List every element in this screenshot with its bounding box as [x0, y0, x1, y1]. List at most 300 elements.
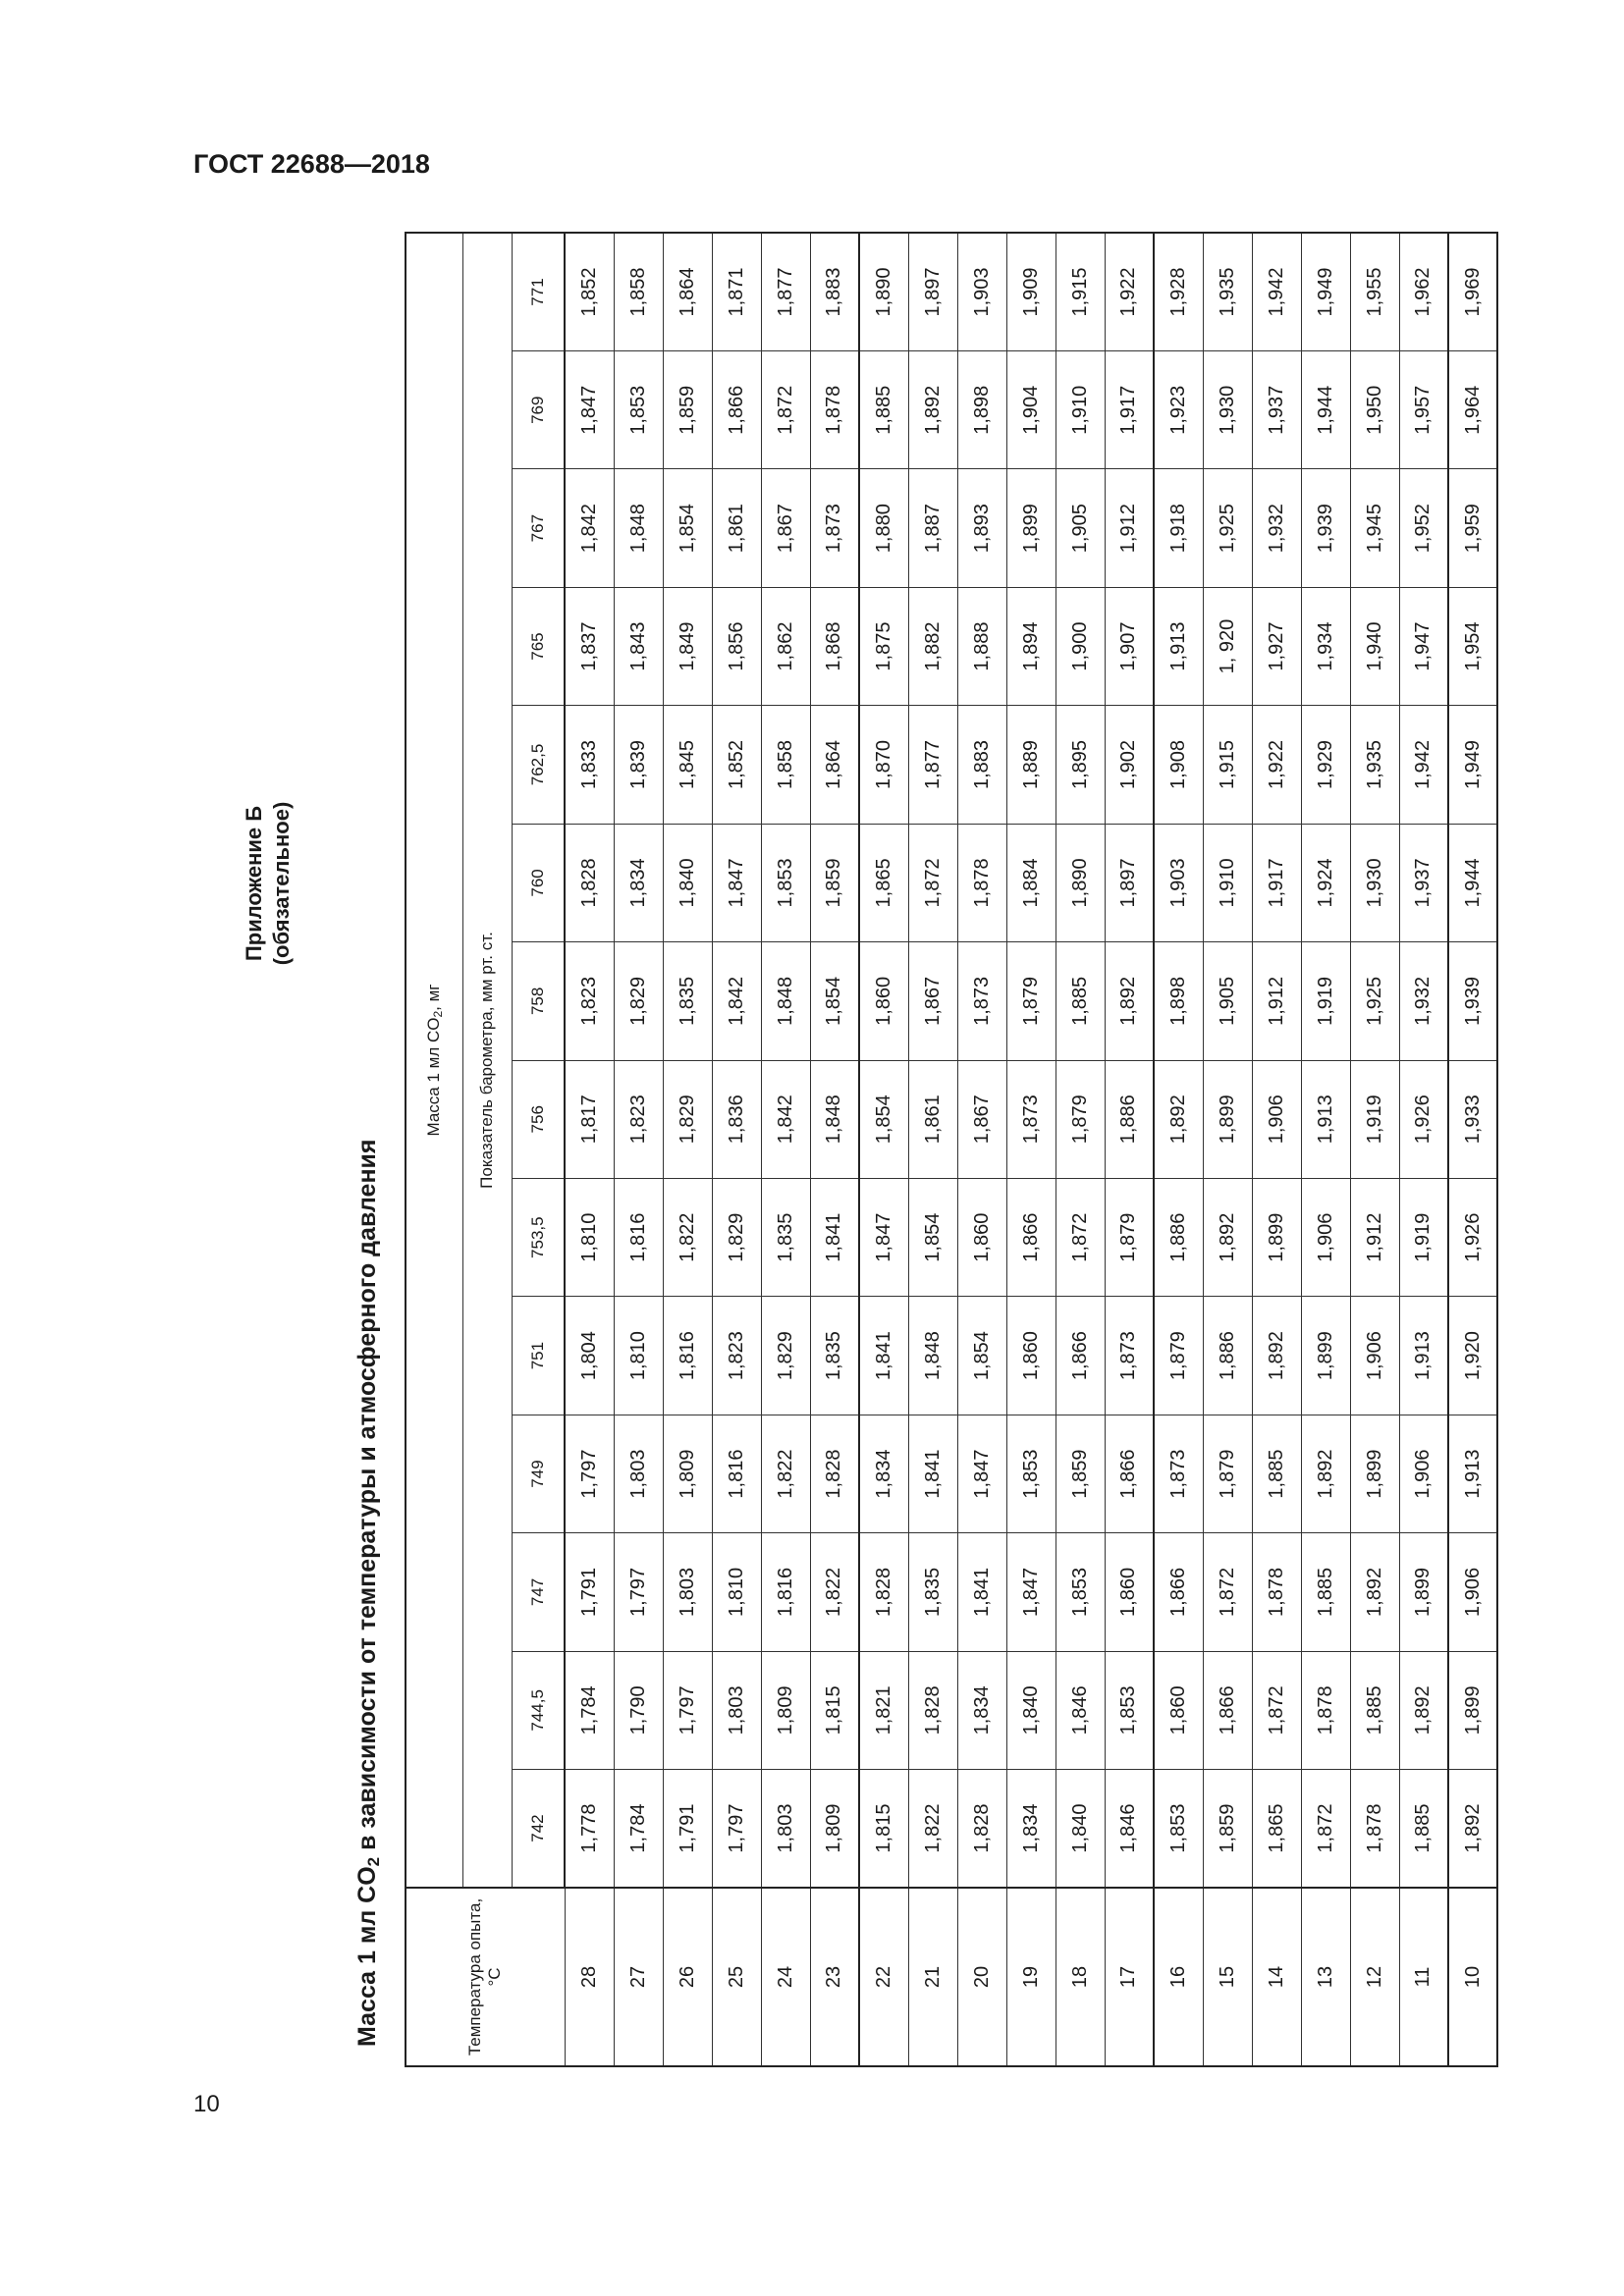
mass-value-cell: 1,935 — [1203, 233, 1252, 351]
table-title — [353, 329, 384, 2047]
mass-value-cell: 1,842 — [761, 1060, 810, 1178]
mass-value-cell: 1,859 — [810, 824, 859, 941]
mass-value-cell: 1,954 — [1448, 587, 1497, 705]
mass-value-cell: 1,853 — [761, 824, 810, 941]
pressure-value-header: 771 — [512, 233, 565, 351]
mass-value-cell: 1,885 — [1350, 1651, 1399, 1769]
mass-value-cell: 1,873 — [810, 469, 859, 587]
mass-value-cell: 1,803 — [663, 1533, 712, 1651]
mass-value-cell: 1,862 — [761, 587, 810, 705]
header-row-pressure-values — [512, 233, 565, 2066]
mass-value-cell: 1,920 — [1448, 1297, 1497, 1415]
mass-value-cell: 1,933 — [1448, 1060, 1497, 1178]
mass-value-cell: 1,821 — [859, 1651, 908, 1769]
pressure-value-header: 765 — [512, 587, 565, 705]
pressure-value-header: 747 — [512, 1533, 565, 1651]
mass-value-cell: 1,885 — [1399, 1770, 1448, 1888]
mass-value-cell: 1,899 — [1399, 1533, 1448, 1651]
mass-value-cell: 1,834 — [614, 824, 663, 941]
table-row — [1006, 233, 1056, 2066]
mass-value-cell: 1,810 — [565, 1178, 614, 1296]
mass-value-cell: 1,841 — [810, 1178, 859, 1296]
mass-value-cell: 1,822 — [810, 1533, 859, 1651]
mass-value-cell: 1,892 — [1448, 1770, 1497, 1888]
mass-value-cell: 1,833 — [565, 706, 614, 824]
mass-value-cell: 1,866 — [1154, 1533, 1203, 1651]
pressure-value-header: 744,5 — [512, 1651, 565, 1769]
page-number: 10 — [193, 2091, 220, 2117]
mass-value-cell: 1,928 — [1154, 233, 1203, 351]
mass-value-cell: 1,865 — [859, 824, 908, 941]
mass-value-cell: 1,875 — [859, 587, 908, 705]
mass-value-cell: 1,847 — [957, 1415, 1006, 1532]
mass-value-cell: 1,860 — [1105, 1533, 1154, 1651]
mass-value-cell: 1,867 — [957, 1060, 1006, 1178]
pressure-value-header: 749 — [512, 1415, 565, 1532]
mass-value-cell: 1,952 — [1399, 469, 1448, 587]
mass-value-cell: 1,834 — [1006, 1770, 1056, 1888]
appendix-heading — [241, 609, 296, 1158]
pressure-value-header: 758 — [512, 942, 565, 1060]
mass-value-cell: 1,784 — [565, 1651, 614, 1769]
mass-value-cell: 1,886 — [1105, 1060, 1154, 1178]
mass-value-cell: 1,828 — [957, 1770, 1006, 1888]
mass-value-cell: 1,899 — [1448, 1651, 1497, 1769]
mass-value-cell: 1,829 — [663, 1060, 712, 1178]
mass-value-cell: 1,859 — [663, 351, 712, 469]
mass-value-cell: 1,823 — [614, 1060, 663, 1178]
pressure-value-header: 767 — [512, 469, 565, 587]
mass-value-cell: 1,886 — [1154, 1178, 1203, 1296]
mass-value-cell: 1,908 — [1154, 706, 1203, 824]
mass-value-cell: 1,892 — [1203, 1178, 1252, 1296]
mass-value-cell: 1,915 — [1056, 233, 1105, 351]
mass-value-cell: 1,872 — [1056, 1178, 1105, 1296]
mass-value-cell: 1,823 — [565, 942, 614, 1060]
temperature-cell: 14 — [1252, 1888, 1301, 2066]
mass-value-cell: 1,834 — [859, 1415, 908, 1532]
mass-value-cell: 1,918 — [1154, 469, 1203, 587]
temperature-cell: 13 — [1301, 1888, 1350, 2066]
mass-value-cell: 1,835 — [810, 1297, 859, 1415]
mass-value-cell: 1,828 — [859, 1533, 908, 1651]
mass-value-cell: 1,913 — [1448, 1415, 1497, 1532]
mass-value-cell: 1,847 — [859, 1178, 908, 1296]
mass-value-cell: 1,853 — [1154, 1770, 1203, 1888]
mass-value-cell: 1,848 — [908, 1297, 957, 1415]
mass-value-cell: 1,872 — [1301, 1770, 1350, 1888]
pressure-value-header: 762,5 — [512, 706, 565, 824]
mass-header-subscript: 2 — [430, 1010, 445, 1018]
mass-value-cell: 1,906 — [1448, 1533, 1497, 1651]
mass-value-cell: 1,877 — [908, 706, 957, 824]
mass-value-cell: 1,964 — [1448, 351, 1497, 469]
mass-value-cell: 1,957 — [1399, 351, 1448, 469]
mass-value-cell: 1,913 — [1154, 587, 1203, 705]
table-title-subscript: 2 — [364, 1856, 383, 1867]
mass-value-cell: 1,803 — [712, 1651, 761, 1769]
mass-value-cell: 1,892 — [1154, 1060, 1203, 1178]
mass-value-cell: 1,847 — [565, 351, 614, 469]
table-title-prefix: Масса 1 мл CO — [353, 1866, 381, 2047]
temperature-cell: 24 — [761, 1888, 810, 2066]
mass-value-cell: 1,903 — [1154, 824, 1203, 941]
mass-value-cell: 1,942 — [1399, 706, 1448, 824]
mass-value-cell: 1,883 — [957, 706, 1006, 824]
mass-value-cell: 1,903 — [957, 233, 1006, 351]
mass-value-cell: 1,778 — [565, 1770, 614, 1888]
mass-value-cell: 1,790 — [614, 1651, 663, 1769]
mass-value-cell: 1,845 — [663, 706, 712, 824]
mass-header-suffix: , мг — [423, 984, 443, 1011]
mass-value-cell: 1,934 — [1301, 587, 1350, 705]
temperature-cell: 21 — [908, 1888, 957, 2066]
mass-value-cell: 1,860 — [1154, 1651, 1203, 1769]
mass-value-cell: 1,810 — [712, 1533, 761, 1651]
mass-value-cell: 1,829 — [614, 942, 663, 1060]
mass-value-cell: 1,930 — [1203, 351, 1252, 469]
mass-value-cell: 1,937 — [1399, 824, 1448, 941]
mass-value-cell: 1,885 — [1056, 942, 1105, 1060]
mass-value-cell: 1,899 — [1006, 469, 1056, 587]
pressure-header: Показатель барометра, мм рт. ст. — [462, 233, 512, 1888]
temperature-cell: 20 — [957, 1888, 1006, 2066]
mass-value-cell: 1,853 — [1105, 1651, 1154, 1769]
mass-value-cell: 1,912 — [1105, 469, 1154, 587]
mass-value-cell: 1,803 — [614, 1415, 663, 1532]
table-row — [1154, 233, 1203, 2066]
mass-value-cell: 1,899 — [1252, 1178, 1301, 1296]
mass-value-cell: 1,828 — [908, 1651, 957, 1769]
mass-value-cell: 1,879 — [1203, 1415, 1252, 1532]
pressure-value-header: 753,5 — [512, 1178, 565, 1296]
mass-value-cell: 1,878 — [957, 824, 1006, 941]
mass-value-cell: 1,947 — [1399, 587, 1448, 705]
table-row — [1252, 233, 1301, 2066]
mass-value-cell: 1,906 — [1350, 1297, 1399, 1415]
table-row — [957, 233, 1006, 2066]
mass-value-cell: 1,922 — [1252, 706, 1301, 824]
mass-value-cell: 1,849 — [663, 587, 712, 705]
mass-value-cell: 1,835 — [761, 1178, 810, 1296]
mass-value-cell: 1,922 — [1105, 233, 1154, 351]
mass-value-cell: 1,848 — [810, 1060, 859, 1178]
mass-value-cell: 1,910 — [1203, 824, 1252, 941]
mass-value-cell: 1,864 — [663, 233, 712, 351]
table-container — [405, 232, 1488, 2067]
mass-value-cell: 1,858 — [761, 706, 810, 824]
table-row — [859, 233, 908, 2066]
mass-value-cell: 1,889 — [1006, 706, 1056, 824]
mass-value-cell: 1,859 — [1203, 1770, 1252, 1888]
mass-value-cell: 1,841 — [957, 1533, 1006, 1651]
mass-value-cell: 1,923 — [1154, 351, 1203, 469]
mass-value-cell: 1,847 — [1006, 1533, 1056, 1651]
table-row — [1448, 233, 1497, 2066]
mass-value-cell: 1,935 — [1350, 706, 1399, 824]
mass-value-cell: 1,852 — [565, 233, 614, 351]
mass-value-cell: 1,873 — [1154, 1415, 1203, 1532]
temperature-cell: 19 — [1006, 1888, 1056, 2066]
table-row — [1203, 233, 1252, 2066]
mass-value-cell: 1,944 — [1448, 824, 1497, 941]
mass-value-cell: 1,942 — [1252, 233, 1301, 351]
mass-value-cell: 1,906 — [1301, 1178, 1350, 1296]
mass-value-cell: 1,784 — [614, 1770, 663, 1888]
mass-value-cell: 1,924 — [1301, 824, 1350, 941]
mass-value-cell: 1,871 — [712, 233, 761, 351]
mass-value-cell: 1,892 — [1301, 1415, 1350, 1532]
appendix-status: (обязательное) — [269, 801, 294, 966]
mass-value-cell: 1,854 — [663, 469, 712, 587]
mass-value-cell: 1,894 — [1006, 587, 1056, 705]
mass-value-cell: 1,872 — [908, 824, 957, 941]
mass-value-cell: 1,873 — [957, 942, 1006, 1060]
mass-value-cell: 1,892 — [1105, 942, 1154, 1060]
temperature-cell: 10 — [1448, 1888, 1497, 2066]
mass-value-cell: 1,815 — [859, 1770, 908, 1888]
mass-value-cell: 1,816 — [663, 1297, 712, 1415]
mass-value-cell: 1,929 — [1301, 706, 1350, 824]
temperature-cell: 15 — [1203, 1888, 1252, 2066]
mass-value-cell: 1,890 — [859, 233, 908, 351]
mass-value-cell: 1,828 — [565, 824, 614, 941]
mass-value-cell: 1, 920 — [1203, 587, 1252, 705]
mass-value-cell: 1,878 — [1350, 1770, 1399, 1888]
mass-value-cell: 1,841 — [908, 1415, 957, 1532]
mass-value-cell: 1,905 — [1056, 469, 1105, 587]
mass-value-cell: 1,906 — [1252, 1060, 1301, 1178]
mass-value-cell: 1,854 — [810, 942, 859, 1060]
mass-value-cell: 1,886 — [1203, 1297, 1252, 1415]
mass-value-cell: 1,858 — [614, 233, 663, 351]
mass-value-cell: 1,919 — [1301, 942, 1350, 1060]
mass-value-cell: 1,816 — [712, 1415, 761, 1532]
mass-value-cell: 1,828 — [810, 1415, 859, 1532]
temperature-cell: 12 — [1350, 1888, 1399, 2066]
table-title-suffix: в зависимости от температуры и атмосферного давления — [353, 1139, 381, 1857]
mass-value-cell: 1,872 — [1252, 1651, 1301, 1769]
mass-value-cell: 1,937 — [1252, 351, 1301, 469]
mass-value-cell: 1,866 — [1006, 1178, 1056, 1296]
mass-value-cell: 1,907 — [1105, 587, 1154, 705]
pressure-value-header: 760 — [512, 824, 565, 941]
mass-value-cell: 1,842 — [712, 942, 761, 1060]
mass-value-cell: 1,884 — [1006, 824, 1056, 941]
mass-value-cell: 1,853 — [1056, 1533, 1105, 1651]
mass-header — [406, 233, 462, 1888]
pressure-value-header: 751 — [512, 1297, 565, 1415]
table-body — [565, 233, 1497, 2066]
table-row — [614, 233, 663, 2066]
mass-value-cell: 1,917 — [1252, 824, 1301, 941]
mass-value-cell: 1,915 — [1203, 706, 1252, 824]
mass-value-cell: 1,930 — [1350, 824, 1399, 941]
mass-value-cell: 1,879 — [1006, 942, 1056, 1060]
temperature-cell: 23 — [810, 1888, 859, 2066]
mass-value-cell: 1,888 — [957, 587, 1006, 705]
mass-value-cell: 1,939 — [1301, 469, 1350, 587]
table-row — [1301, 233, 1350, 2066]
mass-value-cell: 1,809 — [810, 1770, 859, 1888]
mass-value-cell: 1,879 — [1154, 1297, 1203, 1415]
mass-value-cell: 1,829 — [761, 1297, 810, 1415]
mass-value-cell: 1,866 — [1056, 1297, 1105, 1415]
mass-value-cell: 1,944 — [1301, 351, 1350, 469]
mass-value-cell: 1,866 — [1105, 1415, 1154, 1532]
mass-value-cell: 1,949 — [1301, 233, 1350, 351]
mass-value-cell: 1,899 — [1301, 1297, 1350, 1415]
mass-value-cell: 1,840 — [1056, 1770, 1105, 1888]
mass-value-cell: 1,867 — [761, 469, 810, 587]
mass-value-cell: 1,816 — [614, 1178, 663, 1296]
mass-value-cell: 1,912 — [1252, 942, 1301, 1060]
mass-value-cell: 1,870 — [859, 706, 908, 824]
mass-value-cell: 1,873 — [1006, 1060, 1056, 1178]
document-code: ГОСТ 22688—2018 — [193, 149, 430, 179]
mass-value-cell: 1,872 — [761, 351, 810, 469]
mass-value-cell: 1,843 — [614, 587, 663, 705]
mass-value-cell: 1,859 — [1056, 1415, 1105, 1532]
mass-value-cell: 1,866 — [712, 351, 761, 469]
mass-value-cell: 1,817 — [565, 1060, 614, 1178]
mass-value-cell: 1,892 — [1399, 1651, 1448, 1769]
temperature-cell: 22 — [859, 1888, 908, 2066]
mass-value-cell: 1,797 — [712, 1770, 761, 1888]
mass-value-cell: 1,864 — [810, 706, 859, 824]
mass-value-cell: 1,854 — [957, 1297, 1006, 1415]
table-row — [761, 233, 810, 2066]
mass-value-cell: 1,879 — [1056, 1060, 1105, 1178]
mass-value-cell: 1,949 — [1448, 706, 1497, 824]
mass-value-cell: 1,816 — [761, 1533, 810, 1651]
mass-value-cell: 1,815 — [810, 1651, 859, 1769]
mass-value-cell: 1,878 — [1301, 1651, 1350, 1769]
mass-value-cell: 1,840 — [1006, 1651, 1056, 1769]
mass-value-cell: 1,791 — [663, 1770, 712, 1888]
mass-value-cell: 1,900 — [1056, 587, 1105, 705]
table-row — [565, 233, 614, 2066]
mass-value-cell: 1,848 — [614, 469, 663, 587]
pressure-value-header: 769 — [512, 351, 565, 469]
mass-value-cell: 1,905 — [1203, 942, 1252, 1060]
mass-value-cell: 1,803 — [761, 1770, 810, 1888]
mass-value-cell: 1,878 — [810, 351, 859, 469]
mass-value-cell: 1,867 — [908, 942, 957, 1060]
mass-value-cell: 1,898 — [1154, 942, 1203, 1060]
mass-value-cell: 1,868 — [810, 587, 859, 705]
mass-value-cell: 1,809 — [761, 1651, 810, 1769]
mass-value-cell: 1,932 — [1399, 942, 1448, 1060]
mass-value-cell: 1,822 — [908, 1770, 957, 1888]
mass-value-cell: 1,913 — [1301, 1060, 1350, 1178]
temperature-cell: 11 — [1399, 1888, 1448, 2066]
mass-value-cell: 1,822 — [761, 1415, 810, 1532]
mass-value-cell: 1,927 — [1252, 587, 1301, 705]
mass-value-cell: 1,791 — [565, 1533, 614, 1651]
mass-value-cell: 1,860 — [957, 1178, 1006, 1296]
pressure-value-header: 756 — [512, 1060, 565, 1178]
mass-value-cell: 1,893 — [957, 469, 1006, 587]
mass-value-cell: 1,809 — [663, 1415, 712, 1532]
mass-value-cell: 1,926 — [1448, 1178, 1497, 1296]
mass-value-cell: 1,852 — [712, 706, 761, 824]
mass-value-cell: 1,861 — [908, 1060, 957, 1178]
temperature-cell: 27 — [614, 1888, 663, 2066]
mass-value-cell: 1,865 — [1252, 1770, 1301, 1888]
table-row — [1105, 233, 1154, 2066]
table-row — [1399, 233, 1448, 2066]
mass-value-cell: 1,835 — [663, 942, 712, 1060]
header-row-mass — [406, 233, 462, 2066]
mass-value-cell: 1,950 — [1350, 351, 1399, 469]
mass-value-cell: 1,877 — [761, 233, 810, 351]
mass-value-cell: 1,892 — [908, 351, 957, 469]
mass-value-cell: 1,860 — [859, 942, 908, 1060]
mass-value-cell: 1,899 — [1203, 1060, 1252, 1178]
mass-value-cell: 1,887 — [908, 469, 957, 587]
mass-value-cell: 1,955 — [1350, 233, 1399, 351]
mass-value-cell: 1,810 — [614, 1297, 663, 1415]
mass-value-cell: 1,899 — [1350, 1415, 1399, 1532]
mass-value-cell: 1,904 — [1006, 351, 1056, 469]
mass-value-cell: 1,873 — [1105, 1297, 1154, 1415]
mass-value-cell: 1,909 — [1006, 233, 1056, 351]
mass-value-cell: 1,969 — [1448, 233, 1497, 351]
mass-value-cell: 1,897 — [1105, 824, 1154, 941]
mass-value-cell: 1,890 — [1056, 824, 1105, 941]
pressure-value-header: 742 — [512, 1770, 565, 1888]
mass-value-cell: 1,804 — [565, 1297, 614, 1415]
mass-value-cell: 1,940 — [1350, 587, 1399, 705]
mass-value-cell: 1,883 — [810, 233, 859, 351]
mass-value-cell: 1,945 — [1350, 469, 1399, 587]
mass-value-cell: 1,846 — [1105, 1770, 1154, 1888]
mass-value-cell: 1,882 — [908, 587, 957, 705]
mass-value-cell: 1,841 — [859, 1297, 908, 1415]
temperature-cell: 26 — [663, 1888, 712, 2066]
mass-value-cell: 1,797 — [614, 1533, 663, 1651]
mass-value-cell: 1,842 — [565, 469, 614, 587]
mass-value-cell: 1,898 — [957, 351, 1006, 469]
mass-value-cell: 1,797 — [565, 1415, 614, 1532]
mass-value-cell: 1,962 — [1399, 233, 1448, 351]
table-row — [712, 233, 761, 2066]
mass-value-cell: 1,854 — [859, 1060, 908, 1178]
table-row — [810, 233, 859, 2066]
mass-value-cell: 1,892 — [1350, 1533, 1399, 1651]
temperature-cell: 16 — [1154, 1888, 1203, 2066]
mass-value-cell: 1,878 — [1252, 1533, 1301, 1651]
mass-value-cell: 1,846 — [1056, 1651, 1105, 1769]
mass-value-cell: 1,925 — [1350, 942, 1399, 1060]
mass-value-cell: 1,848 — [761, 942, 810, 1060]
mass-value-cell: 1,866 — [1203, 1651, 1252, 1769]
temperature-cell: 18 — [1056, 1888, 1105, 2066]
mass-value-cell: 1,885 — [1301, 1533, 1350, 1651]
mass-value-cell: 1,853 — [614, 351, 663, 469]
mass-value-cell: 1,839 — [614, 706, 663, 824]
mass-value-cell: 1,895 — [1056, 706, 1105, 824]
mass-value-cell: 1,836 — [712, 1060, 761, 1178]
table-row — [908, 233, 957, 2066]
mass-value-cell: 1,872 — [1203, 1533, 1252, 1651]
header-row-pressure — [462, 233, 512, 2066]
mass-value-cell: 1,959 — [1448, 469, 1497, 587]
mass-value-cell: 1,840 — [663, 824, 712, 941]
table-row — [1056, 233, 1105, 2066]
mass-value-cell: 1,885 — [859, 351, 908, 469]
